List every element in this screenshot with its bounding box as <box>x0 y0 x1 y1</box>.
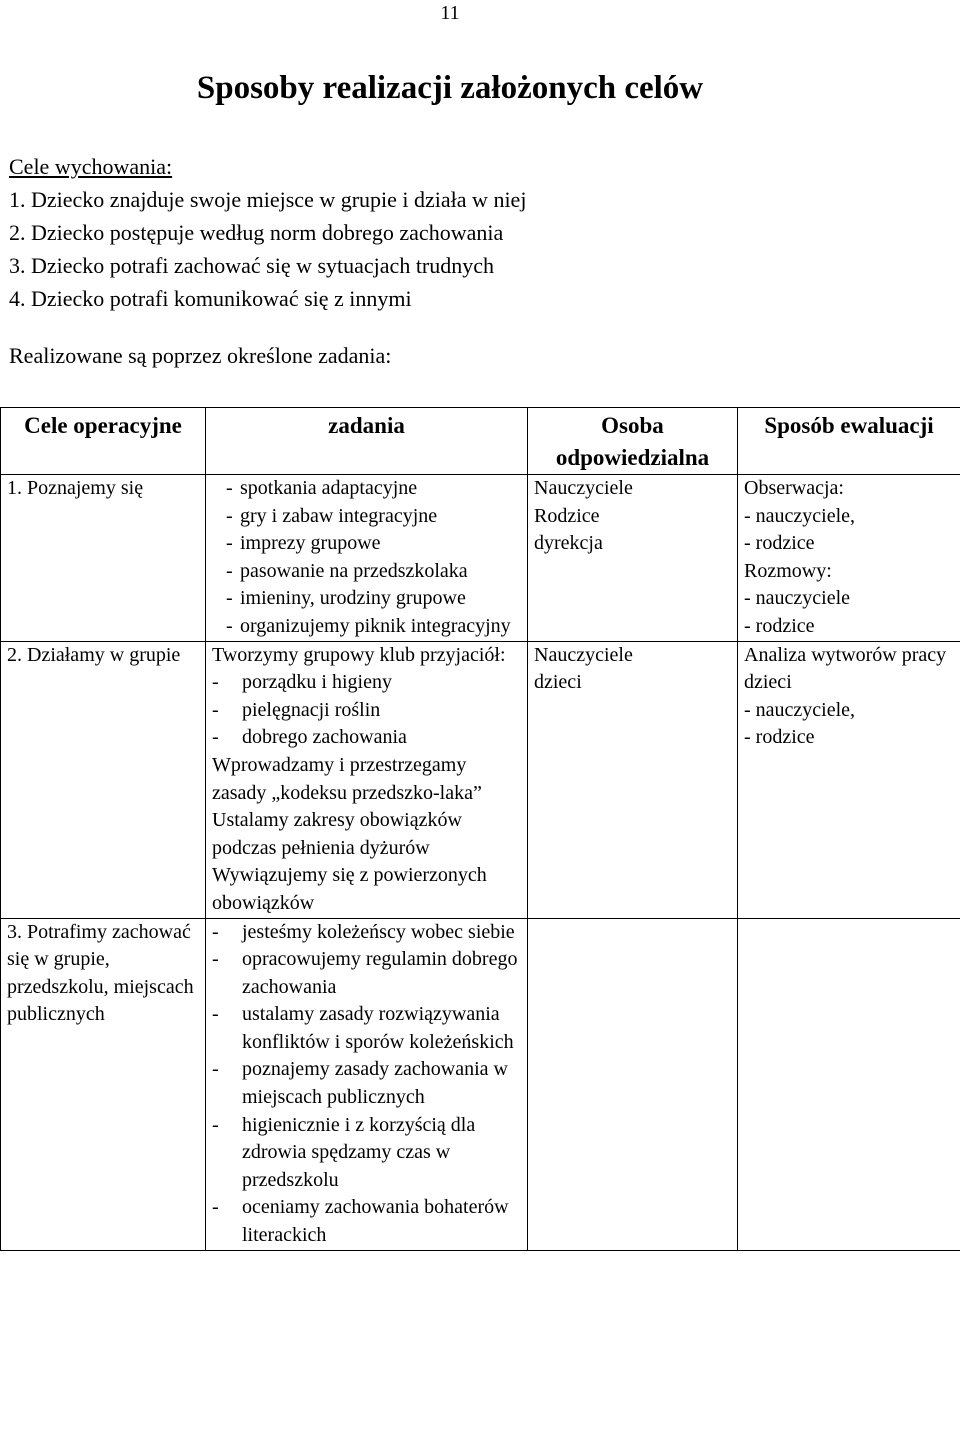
goal-text: 3. Potrafimy zachować się w grupie, przedszkolu, miejscach publicznych <box>7 920 194 1026</box>
goal-cell <box>1 475 206 642</box>
task-paragraph: Wywiązujemy się z powierzonych obowiązków <box>212 864 487 914</box>
table-row <box>1 475 960 642</box>
evaluation-item: Rozmowy: <box>744 559 832 582</box>
header-responsible: Osoba odpowiedzialna <box>528 408 738 475</box>
task-item: - organizujemy piknik integracyjny <box>212 613 521 641</box>
task-item: - oceniamy zachowania bohaterów literackich <box>212 1194 521 1249</box>
task-item: - imprezy grupowe <box>212 530 521 558</box>
goal-text: 1. Poznajemy się <box>7 477 144 499</box>
responsible-cell <box>528 641 738 918</box>
table-row <box>1 918 960 1250</box>
responsible-item: Nauczyciele <box>534 643 633 666</box>
responsible-item: dyrekcja <box>534 532 603 555</box>
goals-heading: Cele wychowania: <box>9 154 173 179</box>
header-tasks: zadania <box>206 408 528 475</box>
evaluation-cell <box>738 641 960 918</box>
responsible-cell <box>528 475 738 642</box>
tasks-cell <box>206 475 528 642</box>
task-item: - imieniny, urodziny grupowe <box>212 585 521 613</box>
responsible-cell <box>528 918 738 1250</box>
responsible-item: Rodzice <box>534 504 600 527</box>
page-title: Sposoby realizacji założonych celów <box>196 70 704 106</box>
task-item: - pielęgnacji roślin <box>212 697 521 725</box>
task-item: - porządku i higieny <box>212 669 521 697</box>
table-row <box>1 641 960 918</box>
task-item: - jesteśmy koleżeńscy wobec siebie <box>212 919 521 947</box>
task-item: - higienicznie i z korzyścią dla zdrowia spędzamy czas w przedszkolu <box>212 1112 521 1195</box>
goal-item: 2. Dziecko postępuje według norm dobrego zachowania <box>9 220 504 245</box>
evaluation-item: - nauczyciele <box>744 587 851 610</box>
tasks-cell <box>206 641 528 918</box>
evaluation-item: - rodzice <box>744 532 815 555</box>
tasks-intro: Tworzymy grupowy klub przyjaciół: <box>212 643 506 666</box>
tasks-cell <box>206 918 528 1250</box>
goal-cell <box>1 918 206 1250</box>
goal-cell <box>1 641 206 918</box>
task-item: - gry i zabaw integracyjne <box>212 503 521 531</box>
evaluation-item: - rodzice <box>744 614 815 637</box>
table-header-row <box>1 408 960 475</box>
task-item: - spotkania adaptacyjne <box>212 475 521 503</box>
task-item: - pasowanie na przedszkolaka <box>212 558 521 586</box>
evaluation-item: - nauczyciele, <box>744 504 856 527</box>
responsible-item: dzieci <box>534 671 582 694</box>
tasks-table <box>0 407 960 1251</box>
header-goals: Cele operacyjne <box>1 408 206 475</box>
goal-item: 3. Dziecko potrafi zachować się w sytuacjach trudnych <box>9 253 495 278</box>
task-paragraph: Ustalamy zakresy obowiązków podczas pełnienia dyżurów <box>212 809 462 859</box>
evaluation-cell <box>738 918 960 1250</box>
evaluation-item: Obserwacja: <box>744 477 844 499</box>
task-item: - ustalamy zasady rozwiązywania konfliktów i sporów koleżeńskich <box>212 1001 521 1056</box>
intro-text: Realizowane są poprzez określone zadania: <box>9 343 392 368</box>
evaluation-item: Analiza wytworów pracy dzieci <box>744 643 947 694</box>
goal-item: 4. Dziecko potrafi komunikować się z innymi <box>9 286 412 311</box>
task-item: - opracowujemy regulamin dobrego zachowania <box>212 946 521 1001</box>
page-number: 11 <box>440 2 460 24</box>
evaluation-item: - nauczyciele, <box>744 698 856 721</box>
task-item: - poznajemy zasady zachowania w miejscach publicznych <box>212 1056 521 1111</box>
task-item: - dobrego zachowania <box>212 724 521 752</box>
goals-section <box>9 150 526 315</box>
responsible-item: Nauczyciele <box>534 477 633 499</box>
goal-text: 2. Działamy w grupie <box>7 643 181 666</box>
evaluation-cell <box>738 475 960 642</box>
evaluation-item: - rodzice <box>744 726 815 749</box>
goal-item: 1. Dziecko znajduje swoje miejsce w grupie i działa w niej <box>9 187 527 212</box>
task-paragraph: Wprowadzamy i przestrzegamy zasady „kodeksu przedszko-laka” <box>212 753 482 804</box>
header-evaluation: Sposób ewaluacji <box>738 408 960 475</box>
